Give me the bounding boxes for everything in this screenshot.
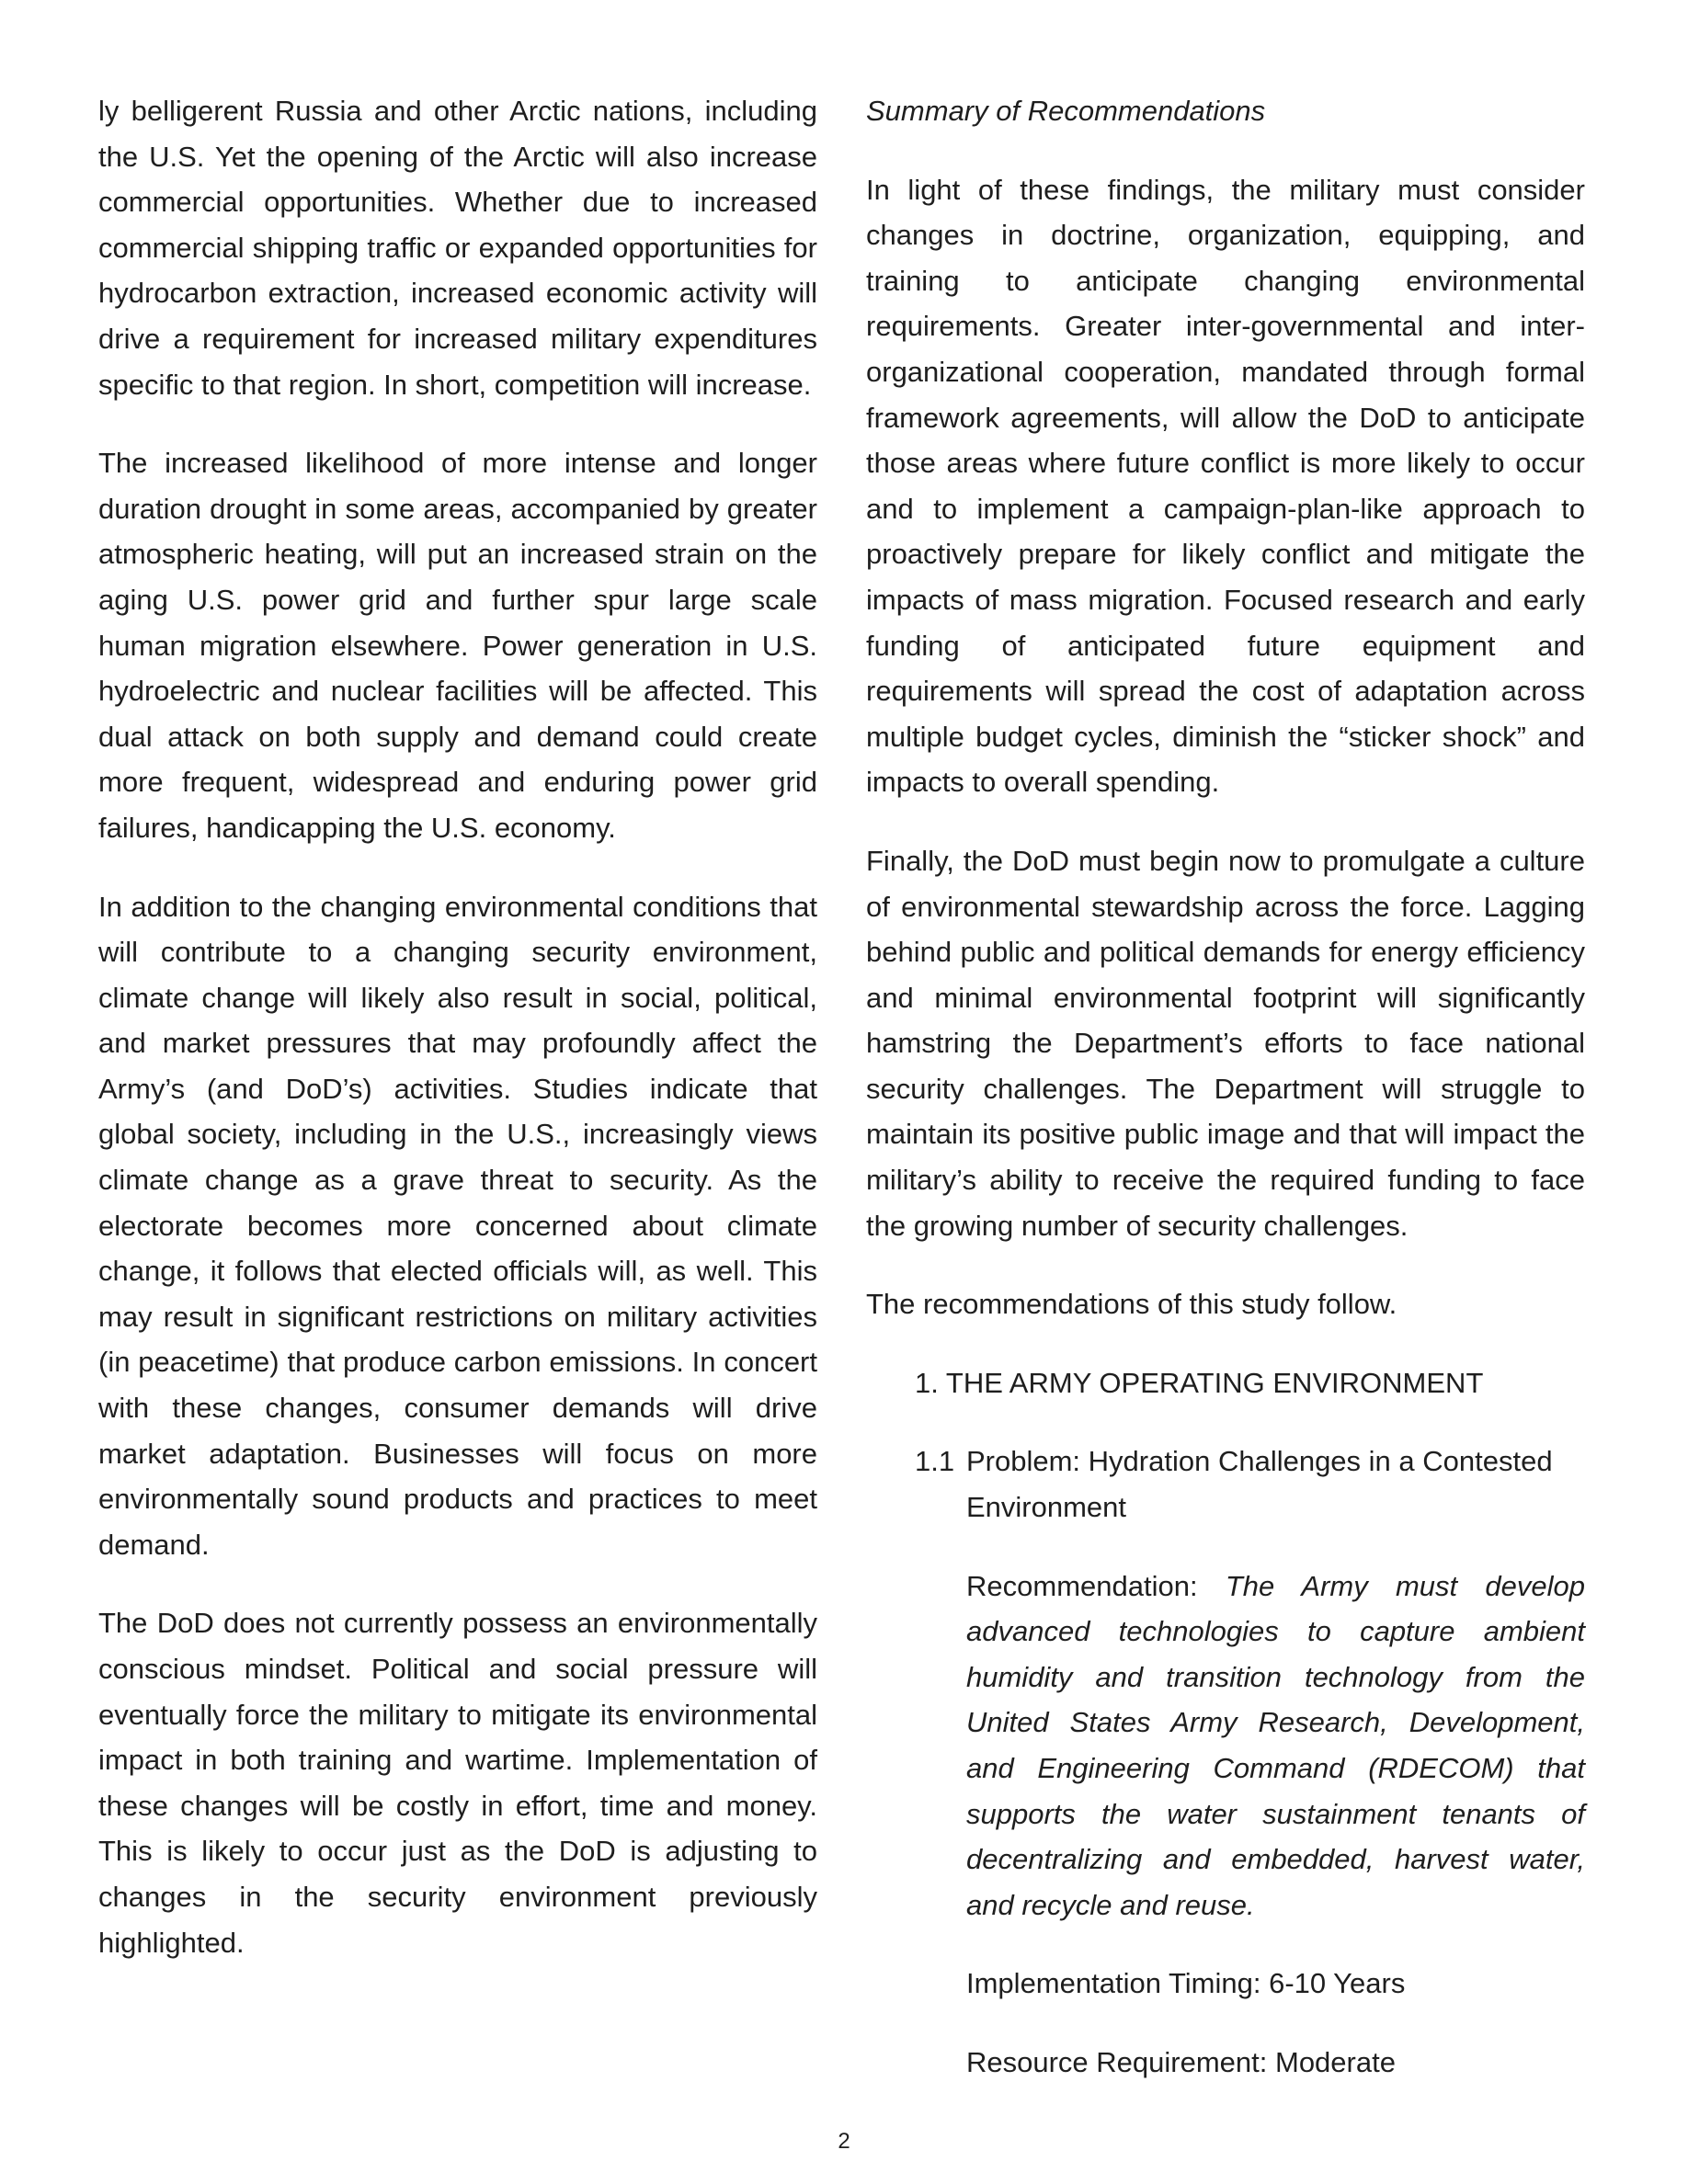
body-paragraph: In light of these findings, the military must consider changes in doctrine, organization, equipping, and training to anticipate changing environmental requirements. Greater inter-governmental and inter-organizational cooperation, mandated through formal framework agreements, will allow the DoD to anticipate those areas where future conflict is more likely to occur and to implement a campaign-plan-like approach to proactively prepare for likely conflict and mitigate the impacts of mass migration. Focused research and early funding of anticipated future equipment and requirements will spread the cost of adaptation across multiple budget cycles, diminish the “sticker shock” and impacts to overall spending. (866, 173, 1585, 799)
section-heading: Summary of Recommendations (866, 95, 1266, 127)
recommendation-label: Recommendation: (966, 1569, 1226, 1602)
problem-text: Problem: Hydration Challenges in a Contested Environment (966, 1445, 1553, 1524)
body-paragraph: The recommendations of this study follow. (866, 1288, 1397, 1321)
problem-number: 1.1 (915, 1445, 955, 1478)
recommendation (966, 1564, 1585, 1928)
numbered-section-title: 1. THE ARMY OPERATING ENVIRONMENT (915, 1366, 1484, 1399)
resource-requirement: Resource Requirement: Moderate (966, 2045, 1396, 2078)
left-column (98, 88, 817, 1998)
recommendation-text: The Army must develop advanced technologies to capture ambient humidity and transition technology from the United States Army Research, Development, and Engineering Command (RDECOM) that supports the water sustainment tenants of decentralizing and embedded, harvest water, and recycle and reuse. (966, 1569, 1585, 1921)
body-paragraph: ly belligerent Russia and other Arctic nations, including the U.S. Yet the opening of the Arctic will also increase commercial opportunities. Whether due to increased commercial shipping traffic or expanded opportunities for hydrocarbon extraction, increased economic activity will drive a requirement for increased military expenditures specific to that region. In short, competition will increase. (98, 95, 817, 401)
body-paragraph: Finally, the DoD must begin now to promulgate a culture of environmental stewardship across the force. Lagging behind public and political demands for energy efficiency and minimal environmental footprint will significantly hamstring the Department’s efforts to face national security challenges. The Department will struggle to maintain its positive public image and that will impact the military’s ability to receive the required funding to face the growing number of security challenges. (866, 844, 1585, 1242)
implementation-timing: Implementation Timing: 6-10 Years (966, 1967, 1406, 2000)
page-number: 2 (838, 2129, 850, 2154)
body-paragraph: The increased likelihood of more intense and longer duration drought in some areas, accompanied by greater atmospheric heating, will put an increased strain on the aging U.S. power grid and further spur large scale human migration elsewhere. Power generation in U.S. hydroelectric and nuclear facilities will be affected. This dual attack on both supply and demand could create more frequent, widespread and enduring power grid failures, handicapping the U.S. economy. (98, 447, 817, 844)
body-paragraph: The DoD does not currently possess an environmentally conscious mindset. Political and social pressure will eventually force the military to mitigate its environmental impact in both training and wartime. Implementation of these changes will be costly in effort, time and money. This is likely to occur just as the DoD is adjusting to changes in the security environment previously highlighted. (98, 1607, 817, 1959)
right-column (866, 88, 1585, 2119)
body-paragraph: In addition to the changing environmental conditions that will contribute to a changing security environment, climate change will likely also result in social, political, and market pressures that may profoundly affect the Army’s (and DoD’s) activities. Studies indicate that global society, including in the U.S., increasingly views climate change as a grave threat to security. As the electorate becomes more concerned about climate change, it follows that elected officials will, as well. This may result in significant restrictions on military activities (in peacetime) that produce carbon emissions. In concert with these changes, consumer demands will drive market adaptation. Businesses will focus on more environmentally sound products and practices to meet demand. (98, 890, 817, 1561)
problem-item (866, 1439, 1585, 1530)
